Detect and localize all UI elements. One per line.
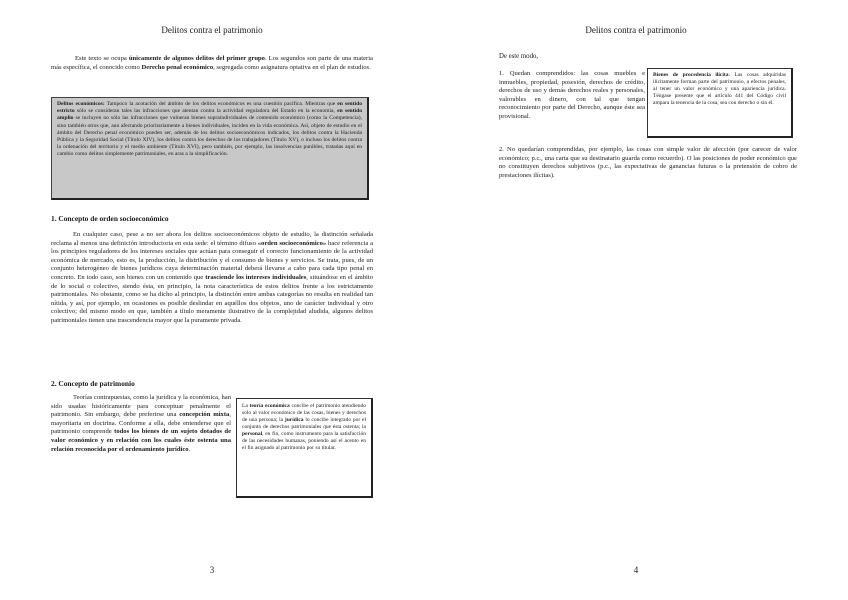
section-heading-2: 2. Concepto de patrimonio: [51, 379, 135, 388]
text-run: , situándose en el ámbito de lo social o colectivo, siendo ésta, en principio, la nota característica de estos delitos frente a los estrictamente patrimoniales. No obstante, como se ha dicho al principio, la distinción entre ambas categorías no resulta en realidad tan nítida, y así, por ejemplo, en ocasiones es posible deslindar en aquéllos dos objetos, uno de carácter individual y otro colectivo; del mismo modo en que, también a título meramente ilustrativo de la complejidad aludida, algunos delitos patrimoniales tienen una trascendencia mayor que la puramente privada.: [51, 273, 374, 324]
page-number: 4: [633, 565, 639, 575]
text-run: .: [188, 445, 191, 453]
intro-paragraph: [51, 55, 373, 72]
bold-run: concepción mixta: [179, 411, 230, 419]
text-run: . Los segundos son parte de una materia más específica, el conocido como: [51, 55, 373, 71]
bold-run: todos los bienes de un sujeto dotados de valor económico y en relación con los cuales éste ostenta una relación reconocida por el ordenamiento jurídico: [51, 428, 231, 453]
text-run: Teorías contrapuestas, como la jurídica y la económica, han sido usadas históricamente para conceptuar penalmente el patrimonio. Sin embargo, debe preferirse una: [51, 394, 231, 419]
theories-note-box: [236, 398, 373, 498]
bold-run: Delitos económicos:: [57, 101, 105, 107]
text-run: Tampoco la acotación del ámbito de los delitos económicos es una cuestión pacífica. Mientras que: [104, 101, 338, 107]
text-run: hace referencia a los principios reguladores de los intereses sociales que actúan para conseguir el correcto funcionamiento de la actividad económica de mercado, esto es, la producción, la distribución y el consumo de bienes y servicios. Se trata, pues, de un conjunto heterogéneo de bienes jurídicos cuya determinación material deberá llevarse a cabo para cada tipo penal en concreto. En todo caso, son bienes con un contenido que: [51, 239, 374, 281]
lead-text: De este modo,: [499, 53, 539, 60]
text-run: , en fin, como instrumento para la satisfacción de las necesidades humanas, poniendo así el acento en el fin asignado al patrimonio por su titular.: [242, 431, 366, 451]
text-run: Este texto se ocupa: [75, 55, 129, 62]
list-item-2: 2. No quedarían comprendidas, por ejemplo, las cosas con simple valor de afección (por carecer de valor económico; p.c., una carta que su destinatario guarda como recuerdo). O las posiciones de poder económico que no constituyen derechos subjetivos (p.c., las expectativas de ganancias futuras o la pretensión de cobro de prestaciones ilícitas).: [499, 146, 797, 179]
bold-run: teoría económica: [249, 403, 290, 409]
text-run: , mayoritaria en doctrina. Conforme a ella, debe entenderse que el patrimonio comprende: [51, 411, 231, 436]
text-run: lo concibe integrado por el conjunto de derechos patrimoniales que ésta ostenta; la: [242, 417, 366, 430]
text-run: concibe el patrimonio atendiendo solo al valor económico de las cosas, bienes y derechos de una persona; la: [242, 403, 366, 423]
bold-run: en sentido amplio: [57, 108, 362, 122]
bold-run: jurídica: [284, 417, 304, 423]
section-heading-1: 1. Concepto de orden socioeconómico: [51, 214, 169, 223]
page-header: Delitos contra el patrimonio: [161, 25, 263, 35]
bold-run: únicamente de algunos delitos del primer grupo: [128, 55, 265, 62]
text-run: La: [242, 403, 250, 409]
bold-run: trasciende los intereses individuales: [205, 273, 307, 281]
text-run: se incluyen no sólo las infracciones que vulneran bienes supraindividuales de contenido económico (como la Competencia), sino también otros que, aun afectando prioritariamente a bienes individuales, inciden en la vida económica. Así, objeto de estudio en el ámbito del Derecho penal económico pueden ser, además de los delitos socioeconómicos indicados, los delitos contra la Hacienda Pública y la Seguridad Social (Título XIV), los delitos contra los derechos de los trabajadores (Título XV), o incluso los delitos contra la ordenación del territorio y el medio ambiente (Título XVI), pero también, por ejemplo, las insolvencias punibles, tratadas aquí en cambio como delitos simplemente patrimoniales, en aras a la simplificación.: [57, 115, 362, 158]
socioeconomic-order-paragraph: [51, 231, 373, 326]
economic-crimes-note-box: [51, 97, 369, 200]
bold-run: Derecho penal económico: [141, 63, 214, 71]
text-run: sólo se consideran tales las infracciones que atentan contra la actividad reguladora del Estado en la economía,: [74, 108, 338, 115]
bold-run: Bienes de procedencia ilícita: [653, 72, 729, 78]
bold-run: personal: [242, 431, 263, 437]
list-item-1: 1. Quedan comprendidos: las cosas muebles e inmuebles, propiedad, posesión, derechos de crédito, derechos de uso y demás derechos reales y personales, valorables en dinero, con tal que tengan reconocimiento por parte del Derecho, aunque éste sea provisional.: [499, 70, 645, 120]
illicit-goods-note-box: [647, 68, 793, 138]
right-page: [424, 0, 848, 600]
text-run: , segregada como asignatura optativa en el plan de estudios.: [213, 63, 371, 71]
text-run: : Las cosas adquiridas ilícitamente forman parte del patrimonio, a efectos penales, al tener un valor económico y una apariencia jurídica. Téngase presente que el artículo 441 del Código civil ampara la tenencia de la cosa, sea con derecho o sin él.: [653, 72, 786, 106]
bold-run: «orden socioeconómico»: [257, 239, 327, 247]
patrimony-concept-paragraph: [51, 394, 231, 454]
bold-run: en sentido estricto: [57, 101, 362, 115]
text-run: En cualquier caso, pese a no ser ahora los delitos socioeconómicos objeto de estudio, la distinción señalada reclama al menos una definición introductoria en esta sede: el término difuso: [51, 231, 373, 247]
page-header: Delitos contra el patrimonio: [585, 25, 687, 35]
page-number: 3: [209, 565, 215, 575]
